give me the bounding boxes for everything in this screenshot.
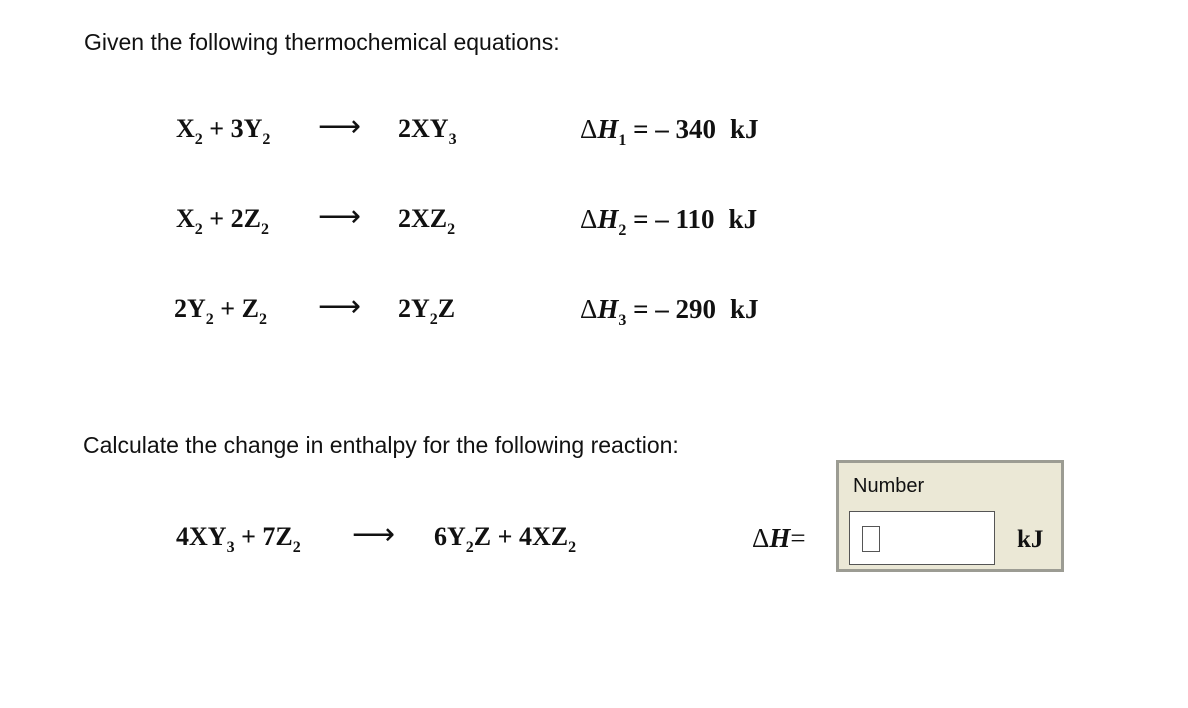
target-products: $6Y_2Z + 4XZ_2$: [434, 522, 577, 556]
equation-3-products: $2Y_2Z$: [398, 294, 456, 328]
reaction-arrow-3: ⟶: [318, 289, 362, 324]
prompt-given: Given the following thermochemical equations:: [84, 29, 560, 55]
target-reaction-arrow: ⟶: [352, 517, 396, 552]
equation-3-reactants: $2Y_2 + Z_2$: [174, 294, 267, 328]
enthalpy-2: $\Delta H_2$ = – 110 kJ: [580, 204, 758, 239]
equation-2-products: $2XZ_2$: [398, 204, 456, 238]
equation-1-products: $2XY_3$: [398, 114, 457, 148]
answer-label: Number: [853, 475, 925, 497]
answer-panel: [836, 460, 1064, 572]
text-cursor-icon: [862, 526, 880, 552]
enthalpy-3: $\Delta H_3$ = – 290 kJ: [580, 294, 759, 329]
target-reactants: $4XY_3 + 7Z_2$: [176, 522, 301, 556]
answer-unit: kJ: [1017, 526, 1044, 553]
enthalpy-1: $\Delta H_1$ = – 340 kJ: [580, 114, 759, 149]
equation-2-reactants: $X_2 + 2Z_2$: [176, 204, 269, 238]
reaction-arrow-2: ⟶: [318, 199, 362, 234]
target-enthalpy-label: ΔH=: [752, 523, 806, 553]
prompt-calculate: Calculate the change in enthalpy for the following reaction:: [83, 432, 679, 458]
answer-number-input[interactable]: [849, 511, 995, 565]
reaction-arrow-1: ⟶: [318, 109, 362, 144]
equation-1-reactants: $X_2 + 3Y_2$: [176, 114, 271, 148]
